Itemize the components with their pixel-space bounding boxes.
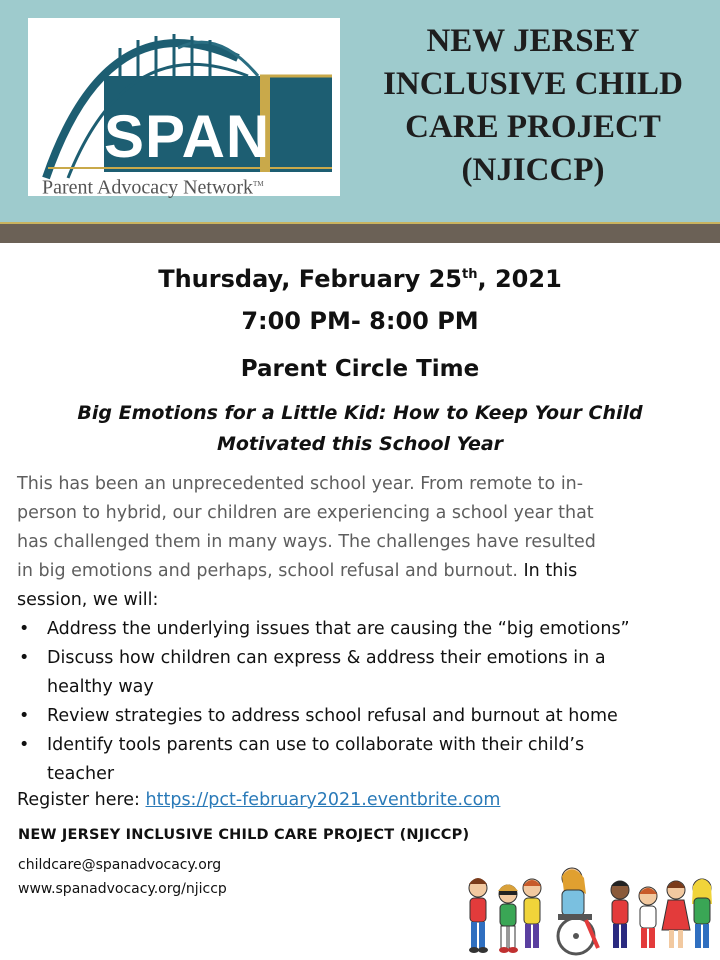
logo-tagline: Parent Advocacy Network™ bbox=[42, 176, 264, 199]
child-figure-8 bbox=[692, 879, 712, 948]
child-figure-1 bbox=[469, 878, 488, 953]
bullet-icon: • bbox=[19, 706, 30, 726]
project-title: NEW JERSEY INCLUSIVE CHILD CARE PROJECT (NJICCP) bbox=[383, 23, 683, 188]
child-figure-2 bbox=[498, 885, 518, 954]
list-item: • Identify tools parents can use to collaborate with their child’s teacher bbox=[17, 731, 707, 789]
bullet-icon: • bbox=[19, 648, 30, 668]
child-figure-5 bbox=[611, 881, 629, 948]
contact-email: childcare@spanadvocacy.org bbox=[18, 857, 222, 873]
logo-wordmark: SPAN bbox=[104, 103, 271, 170]
list-item: • Review strategies to address school refusal and burnout at home bbox=[17, 702, 707, 731]
list-item: • Address the underlying issues that are causing the “big emotions” bbox=[17, 615, 707, 644]
header-banner bbox=[0, 0, 720, 222]
list-item: • Discuss how children can express & address their emotions in a healthy way bbox=[17, 644, 707, 702]
footer-project-name: NEW JERSEY INCLUSIVE CHILD CARE PROJECT (NJICCP) bbox=[18, 827, 470, 843]
event-title: Parent Circle Time bbox=[240, 356, 480, 382]
header-divider-band bbox=[0, 222, 720, 243]
register-label: Register here: bbox=[17, 790, 146, 810]
session-agenda-list bbox=[17, 615, 707, 789]
child-figure-6 bbox=[639, 887, 657, 948]
event-date: Thursday, February 25th, 2021 bbox=[158, 265, 562, 293]
bullet-icon: • bbox=[19, 619, 30, 639]
child-figure-3 bbox=[523, 879, 541, 948]
contact-website: www.spanadvocacy.org/njiccp bbox=[18, 881, 227, 897]
event-subtitle: Big Emotions for a Little Kid: How to Keep Your Child Motivated this School Year bbox=[77, 402, 643, 455]
child-in-wheelchair-figure bbox=[558, 868, 598, 954]
bullet-icon: • bbox=[19, 735, 30, 755]
child-figure-7 bbox=[662, 881, 690, 948]
span-logo bbox=[28, 18, 340, 199]
event-time: 7:00 PM- 8:00 PM bbox=[241, 307, 479, 335]
registration-line bbox=[17, 786, 707, 815]
children-illustration bbox=[462, 864, 718, 956]
trademark-mark: TM bbox=[253, 180, 264, 188]
registration-link[interactable]: https://pct-february2021.eventbrite.com bbox=[145, 790, 501, 810]
intro-paragraph: This has been an unprecedented school year. From remote to in- person to hybrid, our children are experiencing a school year that has challenged them in many ways. The challenges have resulted in big emotions and perhaps, school refusal and burnout. In this session, we will: bbox=[17, 474, 596, 610]
